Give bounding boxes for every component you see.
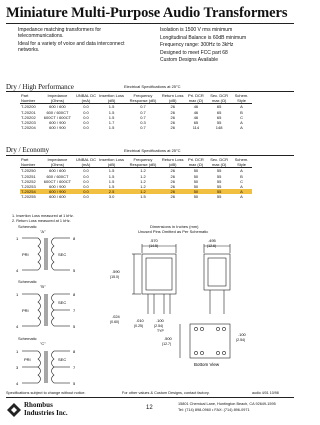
col-header: Schem. Style xyxy=(231,157,252,168)
col-header: Frequency Response (dB) xyxy=(125,157,161,168)
table-cell: 0.0 xyxy=(83,194,89,200)
pin-label: 3 xyxy=(16,365,19,370)
dimensions-drawing xyxy=(108,236,298,386)
col-header: Impedance (Ohms) xyxy=(41,93,74,104)
table-cell: 0.0 xyxy=(83,168,89,174)
table-cell: A xyxy=(240,194,243,200)
dim-label: .100 xyxy=(238,332,246,337)
table-cell: 1.5 xyxy=(108,184,115,190)
page-title: Miniature Multi-Purpose Audio Transformers xyxy=(6,5,288,21)
table-row xyxy=(20,125,252,130)
feature-line: Designed to meet FCC part 68 xyxy=(160,49,228,56)
table-cell: 600 / 900 xyxy=(49,125,66,131)
company-name-line: Rhombus xyxy=(24,401,53,409)
table-cell: A xyxy=(240,125,243,131)
table-cell: B xyxy=(240,109,243,115)
table-cell: 26 xyxy=(170,173,175,179)
schematic-label: Schematic xyxy=(18,279,37,284)
table-cell: T-20255 xyxy=(21,194,36,200)
table-cell: 50 xyxy=(193,189,199,195)
table-cell: T-20253 xyxy=(21,184,36,190)
table-cell: 65 xyxy=(193,120,199,126)
section-rule xyxy=(6,155,294,156)
company-logo xyxy=(6,402,22,423)
table-cell: 1.2 xyxy=(140,189,146,195)
table-cell: B xyxy=(240,173,243,179)
dim-label: (0.60) xyxy=(110,320,120,324)
table-cell: 0.0 xyxy=(83,189,89,195)
table-cell: 600 / 600CT xyxy=(46,109,69,115)
dim-label: .024 xyxy=(112,314,120,319)
intro-right xyxy=(160,27,295,65)
table-cell: 46 xyxy=(193,104,199,110)
col-header: Return Loss (dB) xyxy=(161,157,184,168)
schematic-style-a: "A" xyxy=(40,229,46,234)
table-cell: 0.0 xyxy=(83,114,89,120)
table-cell: T-20200 xyxy=(21,104,36,110)
bottom-view-label: Bottom View xyxy=(194,362,220,367)
pin-label: 5 xyxy=(73,324,76,329)
dim-label: (15.0) xyxy=(110,275,120,279)
table-cell: 26 xyxy=(170,184,175,190)
table-cell: 1.2 xyxy=(140,184,146,190)
dim-label: .500 xyxy=(164,336,172,341)
sec-label: SEC xyxy=(58,252,67,257)
table-cell: 600CT / 600CT xyxy=(43,114,72,120)
col-header: Pri. DCR max (Ω) xyxy=(185,93,208,104)
table-cell: 55 xyxy=(216,184,222,190)
dim-label: .590 xyxy=(112,269,120,274)
company-name xyxy=(24,402,68,417)
table-cell: 0.7 xyxy=(140,109,146,115)
col-header: Schem. Style xyxy=(231,93,252,104)
dim-label: (2.54) xyxy=(236,338,246,342)
pin-label: 1 xyxy=(16,349,19,354)
table-cell: 50 xyxy=(193,184,199,190)
dim-label: TYP xyxy=(157,329,164,333)
pin-label: 4 xyxy=(16,324,19,329)
table-cell: 0.7 xyxy=(140,104,146,110)
title-rule xyxy=(6,23,294,24)
table-cell: 1.2 xyxy=(140,173,146,179)
table-cell: A xyxy=(240,189,243,195)
dim-label: (0.25) xyxy=(134,324,144,328)
table-cell: 50 xyxy=(193,178,199,184)
table-cell: A xyxy=(240,104,243,110)
schematic-style-b: "B" xyxy=(40,284,46,289)
pin-label: 8 xyxy=(73,292,76,297)
schematic-c-diagram xyxy=(8,347,88,389)
table-cell: 0.7 xyxy=(140,114,146,120)
table-cell: 1.5 xyxy=(140,194,146,200)
company-phone: Tel: (714) 898-0960 • FAX: (714) 896-0971 xyxy=(178,407,250,412)
pin-label: 7 xyxy=(73,308,76,313)
col-header: Sec. DCR max (Ω) xyxy=(207,157,231,168)
schematic-a-diagram xyxy=(8,234,88,276)
feature-line: Custom Designs Available xyxy=(160,57,218,63)
table-cell: 0.0 xyxy=(83,184,89,190)
table-cell: 55 xyxy=(216,120,222,126)
rhombus-logo-icon xyxy=(6,402,22,418)
table-cell: 65 xyxy=(216,114,222,120)
table-cell: 600 / 900 xyxy=(49,184,66,190)
company-contact xyxy=(178,402,276,413)
dim-label: (2.54) xyxy=(154,324,164,328)
table-cell: 0.3 xyxy=(140,120,146,126)
schematic-label: Schematic xyxy=(18,336,37,341)
col-header: Frequency Response (dB) xyxy=(125,93,161,104)
footer-rule xyxy=(6,397,294,398)
table-cell: 65 xyxy=(216,109,222,115)
pri-label: PRI xyxy=(22,308,29,313)
table-cell: 50 xyxy=(193,173,199,179)
feature-line: Isolation is 1500 V rms minimum xyxy=(160,27,233,33)
table-cell: 1.5 xyxy=(108,114,115,120)
pin-label: 4 xyxy=(16,381,19,386)
pin-label: 8 xyxy=(73,236,76,241)
table-cell: 600 / 600CT xyxy=(46,173,69,179)
table-cell: 1.5 xyxy=(108,104,115,110)
table-cell: 26 xyxy=(170,178,175,184)
footer-doc-code: audio 4/01 10/98 xyxy=(252,391,279,395)
table-cell: 0.0 xyxy=(83,125,89,131)
table-cell: T-20202 xyxy=(21,114,36,120)
dimensions-subtitle: Unused Pins Omitted as Per Schematic xyxy=(138,229,209,234)
table-cell: 1.5 xyxy=(108,168,115,174)
elec-spec-label: Electrical Specifications at 25°C xyxy=(124,84,181,89)
pin-label: 5 xyxy=(73,381,76,386)
table-cell: A xyxy=(240,120,243,126)
table-cell: 26 xyxy=(170,125,175,131)
table-cell: 26 xyxy=(170,189,175,195)
table-cell: 26 xyxy=(170,109,175,115)
table-cell: 1.5 xyxy=(108,125,115,131)
col-header: Impedance (Ohms) xyxy=(41,157,74,168)
table-cell: 26 xyxy=(170,194,175,200)
table-cell: 26 xyxy=(170,104,175,110)
feature-line: Longitudinal Balance is 60dB minimum xyxy=(160,34,247,41)
table-cell: 26 xyxy=(170,168,175,174)
table-cell: 1.5 xyxy=(108,109,115,115)
col-header: Part Number xyxy=(20,157,41,168)
schematic-label: Schematic xyxy=(18,224,37,229)
col-header: UNBAL DC (mA) xyxy=(74,157,98,168)
col-header: Insertion Loss (dB) xyxy=(99,93,125,104)
table-cell: 1.5 xyxy=(108,178,115,184)
table-cell: T-20203 xyxy=(21,120,36,126)
table-cell: 600 / 600 xyxy=(49,104,66,110)
pin-label: 1 xyxy=(16,292,19,297)
table-cell: 55 xyxy=(216,168,222,174)
sec-label: SEC xyxy=(58,357,67,362)
table-cell: 50 xyxy=(193,194,199,200)
table-cell: 0.0 xyxy=(83,173,89,179)
table-cell: 1.2 xyxy=(140,178,146,184)
feature-line: Frequency range: 300Hz to 3kHz xyxy=(160,42,234,48)
dim-label: .570 xyxy=(150,238,158,243)
table-cell: 55 xyxy=(216,173,222,179)
table-cell: 600CT / 600CT xyxy=(43,178,72,184)
pin-label: 7 xyxy=(73,365,76,370)
dim-label: .495 xyxy=(208,238,216,243)
company-address: 15801 Chemical Lane, Huntington Beach, CA 92649-1595 xyxy=(178,402,276,406)
col-header: Insertion Loss (dB) xyxy=(99,157,125,168)
table-cell: 0.0 xyxy=(83,109,89,115)
table-cell: 114 xyxy=(192,125,200,131)
intro-left-line: Ideal for a variety of voice and data interconnect networks. xyxy=(18,41,125,53)
table-cell: A xyxy=(240,184,243,190)
intro-left xyxy=(18,27,136,55)
company-name-line: Industries Inc. xyxy=(24,408,68,417)
table-cell: 46 xyxy=(193,109,199,115)
pri-label: PRI xyxy=(24,357,31,362)
pin-label: 8 xyxy=(73,349,76,354)
table-cell: 46 xyxy=(193,114,199,120)
table-cell: A xyxy=(240,168,243,174)
col-header: Return Loss (dB) xyxy=(161,93,184,104)
pri-label: PRI xyxy=(22,252,29,257)
table-cell: T-20254 xyxy=(21,189,36,195)
pin-label: 5 xyxy=(73,268,76,273)
table-cell: 65 xyxy=(216,104,222,110)
table-cell: 600 / 900 xyxy=(49,120,66,126)
table-cell: 600 / 900 xyxy=(49,189,66,195)
table-cell: T-20250 xyxy=(21,168,36,174)
dimensions-title: Dimensions in Inches (mm) xyxy=(150,224,199,229)
table-cell: 55 xyxy=(216,194,222,200)
table-cell: 600 / 600 xyxy=(49,194,66,200)
note-line: 2. Return Loss measured at 1 kHz. xyxy=(12,218,71,223)
sec-label: SEC xyxy=(58,300,67,305)
table-cell: 55 xyxy=(216,178,222,184)
spec-table-dry-high xyxy=(20,93,252,130)
table-row xyxy=(20,194,252,199)
table-cell: 26 xyxy=(170,120,175,126)
schematic-style-c: "C" xyxy=(40,341,46,346)
table-cell: 55 xyxy=(216,189,222,195)
table-cell: T-20252 xyxy=(21,178,36,184)
table-cell: 26 xyxy=(170,114,175,120)
schematic-b-diagram xyxy=(8,290,88,332)
intro-left-line: Impedance matching transformers for telecommunications. xyxy=(18,27,102,39)
dim-label: .100 xyxy=(156,318,164,323)
col-header: Pri. DCR max (Ω) xyxy=(185,157,208,168)
col-header: UNBAL DC (mA) xyxy=(74,93,98,104)
table-cell: 0.7 xyxy=(140,125,146,131)
table-cell: 50 xyxy=(193,168,199,174)
table-notes xyxy=(12,214,74,224)
spec-table-dry-economy xyxy=(20,157,252,200)
page-number: 12 xyxy=(146,405,153,411)
pin-label: 4 xyxy=(16,268,19,273)
section-heading-dry-high: Dry / High Performance xyxy=(6,83,74,91)
pin-label: 1 xyxy=(16,236,19,241)
table-cell: 2.5 xyxy=(108,189,115,195)
dim-label: (12.7) xyxy=(162,342,172,346)
footer-center-note: For other values & Custom Designs, contact factory. xyxy=(122,391,210,395)
table-cell: T-20201 xyxy=(21,109,36,115)
table-cell: 600 / 600 xyxy=(49,168,66,174)
table-cell: 148 xyxy=(215,125,223,131)
col-header: Part Number xyxy=(20,93,41,104)
table-cell: T-20204 xyxy=(21,125,36,131)
table-cell: C xyxy=(240,114,243,120)
table-cell: C xyxy=(240,178,243,184)
col-header: Sec. DCR max (Ω) xyxy=(207,93,231,104)
table-cell: 0.0 xyxy=(83,178,89,184)
dim-label: (12.6) xyxy=(207,244,217,248)
elec-spec-label: Electrical Specifications at 25°C xyxy=(124,148,181,153)
section-rule xyxy=(6,91,294,92)
table-cell: T-20251 xyxy=(21,173,36,179)
table-cell: 3.0 xyxy=(108,194,115,200)
table-cell: 0.0 xyxy=(83,120,89,126)
dim-label: (14.5) xyxy=(149,244,159,248)
table-cell: 0.0 xyxy=(83,104,89,110)
table-cell: 1.7 xyxy=(108,120,115,126)
dim-label: .010 xyxy=(136,318,144,323)
section-heading-dry-economy: Dry / Economy xyxy=(6,146,50,154)
table-cell: 1.2 xyxy=(140,168,146,174)
table-cell: 1.5 xyxy=(108,173,115,179)
footer-left-note: Specifications subject to change without notice. xyxy=(6,391,86,395)
note-line: 1. Insertion Loss measured at 1 kHz. xyxy=(12,214,74,218)
schematics-panel xyxy=(8,224,100,394)
